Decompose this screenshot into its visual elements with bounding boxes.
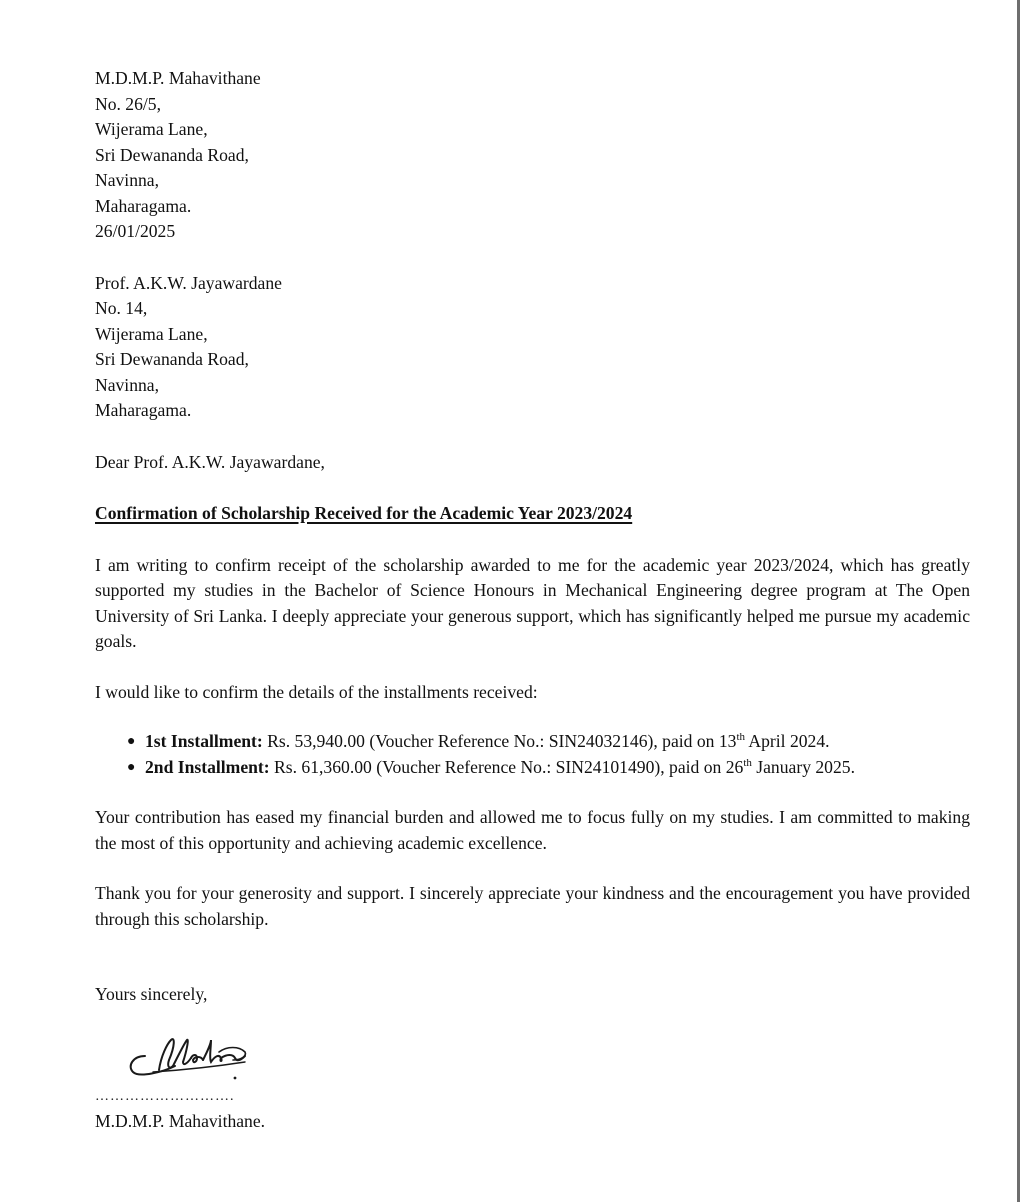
paragraph-receipt: I am writing to confirm receipt of the scholarship awarded to me for the academic year 2023/2024, which has greatly supported my studies in the Bachelor of Science Honours in Mechanical Engineering degree program at The Open University of Sri Lanka. I deeply appreciate your generous support, which has significantly helped me pursue my academic goals. [95, 554, 970, 651]
paragraph-installments-intro: I would like to confirm the details of the installments received: [95, 681, 538, 702]
signatory-name: M.D.M.P. Mahavithane. [95, 1111, 266, 1131]
letter-body [95, 66, 970, 1135]
installment-label: 2nd Installment: [145, 756, 270, 777]
letter-date: 26/01/2025 [95, 221, 176, 241]
recipient-name: Prof. A.K.W. Jayawardane [95, 272, 282, 293]
ordinal-suffix: th [743, 756, 752, 769]
installment-date-rest: January 2025. [751, 756, 855, 777]
recipient-address-line: Sri Dewananda Road, [95, 349, 249, 369]
salutation: Dear Prof. A.K.W. Jayawardane, [95, 451, 325, 472]
sender-address-line: Sri Dewananda Road, [95, 144, 249, 165]
bullet-icon: ● [127, 734, 136, 749]
subject-line: Confirmation of Scholarship Received for the Academic Year 2023/2024 [95, 503, 633, 523]
recipient-address-line: Navinna, [95, 374, 160, 395]
list-item [127, 729, 970, 755]
installment-date-rest: April 2024. [745, 731, 830, 751]
recipient-address-line: Wijerama Lane, [95, 323, 208, 344]
list-item [127, 755, 970, 781]
signature-image [123, 1026, 253, 1084]
sender-address-line: Wijerama Lane, [95, 119, 208, 139]
closing: Yours sincerely, [95, 984, 208, 1004]
recipient-address-line: No. 14, [95, 298, 148, 318]
sender-address-line: No. 26/5, [95, 93, 161, 114]
installment-details: Rs. 53,940.00 (Voucher Reference No.: SIN24032146), paid on 13 [262, 731, 737, 751]
signature-dotted-line: ………………………. [95, 1088, 235, 1104]
ordinal-suffix: th [736, 731, 745, 744]
paragraph-thanks: Thank you for your generosity and support. I sincerely appreciate your kindness and the encouragement you have provided through this scholarship. [95, 883, 970, 929]
sender-block [95, 66, 970, 245]
recipient-address-line: Maharagama. [95, 400, 192, 420]
installment-label: 1st Installment: [145, 731, 263, 751]
sender-address-line: Maharagama. [95, 195, 192, 216]
installment-list [95, 729, 970, 780]
bullet-icon: ● [127, 759, 136, 775]
signature-scribble [123, 1026, 253, 1084]
page-edge-border [1017, 0, 1020, 1202]
paragraph-contribution: Your contribution has eased my financial burden and allowed me to focus fully on my studies. I am committed to making the most of this opportunity and achieving academic excellence. [95, 807, 970, 853]
recipient-block [95, 271, 970, 424]
sender-name: M.D.M.P. Mahavithane [95, 68, 261, 88]
sender-address-line: Navinna, [95, 170, 160, 190]
installment-details: Rs. 61,360.00 (Voucher Reference No.: SIN24101490), paid on 26 [269, 756, 744, 777]
